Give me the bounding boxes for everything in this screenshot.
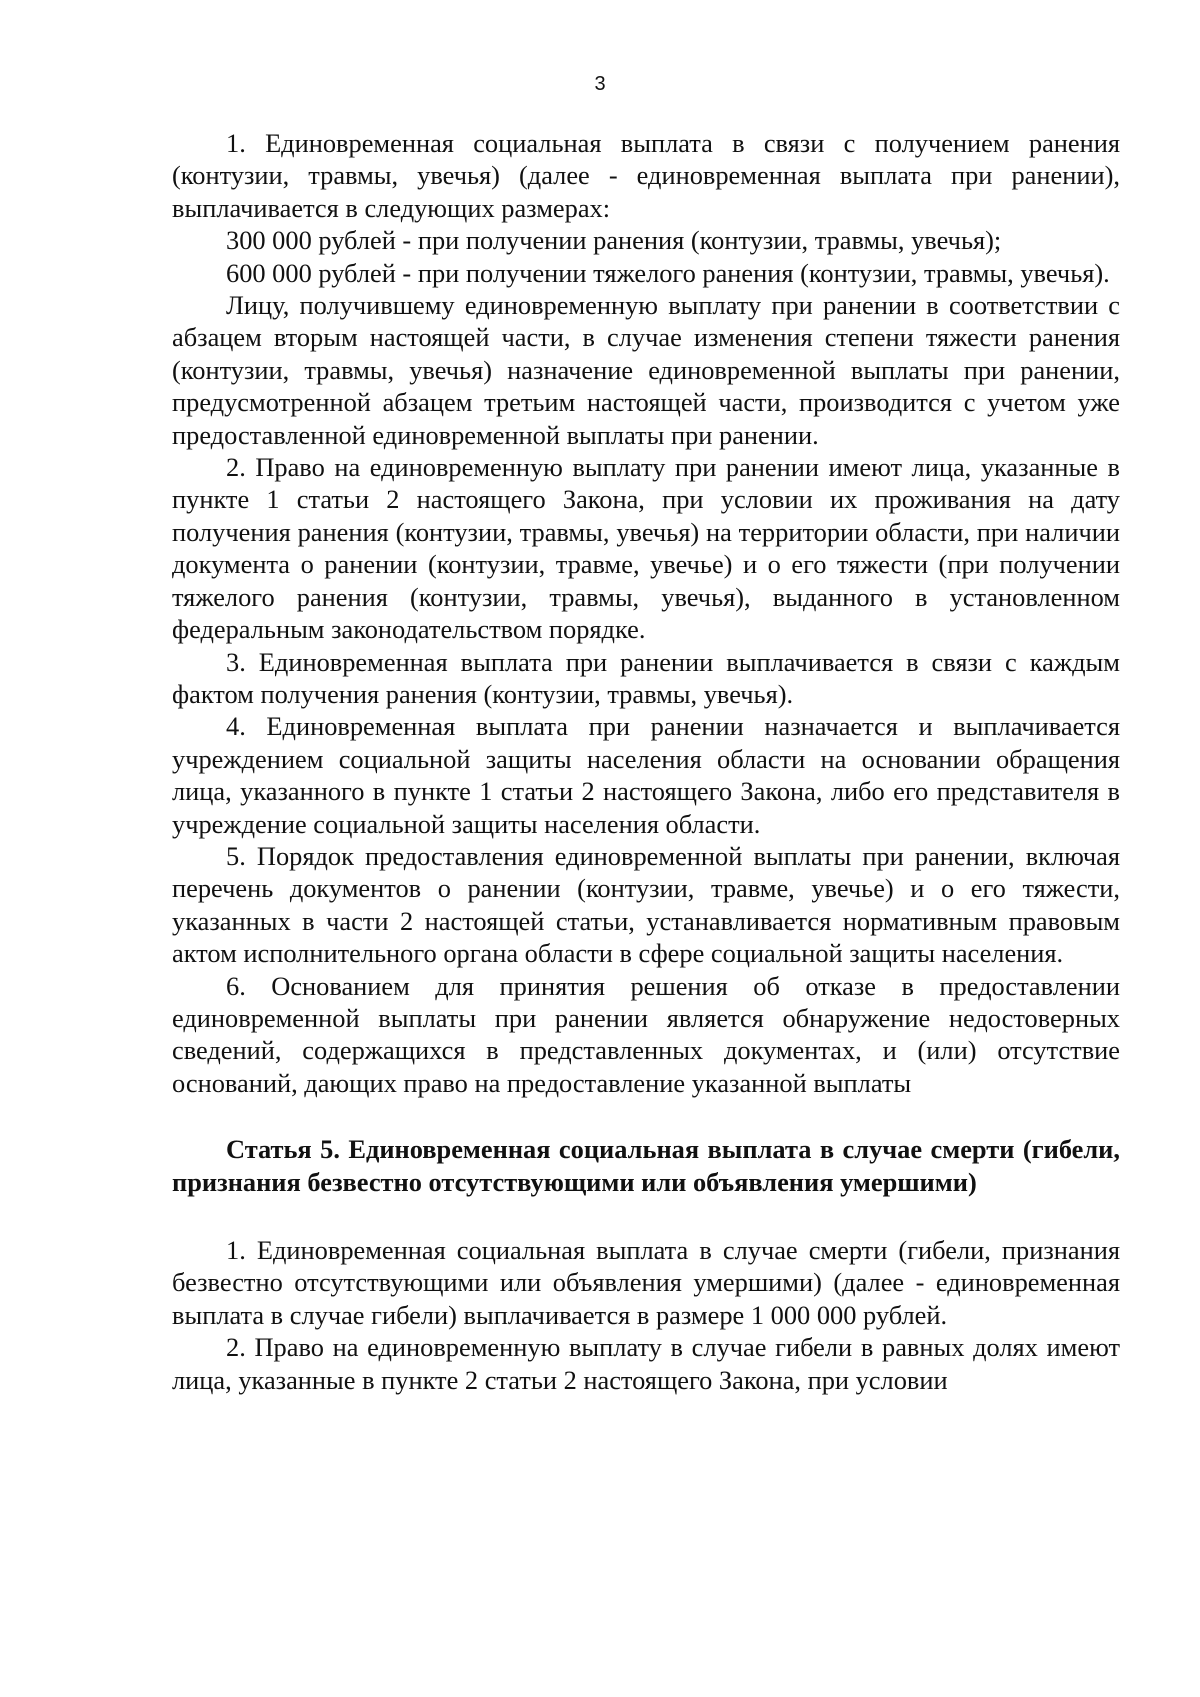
- article-5-paragraph-1: 1. Единовременная социальная выплата в случае смерти (гибели, признания безвестно отсутствующими или объявления умершими) (далее - единовременная выплата в случае гибели) выплачивается в размере 1 000 000 рублей.: [172, 1235, 1120, 1330]
- article-5-heading: Статья 5. Единовременная социальная выплата в случае смерти (гибели, признания безвестно отсутствующими или объявления умершими): [172, 1134, 1120, 1197]
- paragraph-4-assignment: 4. Единовременная выплата при ранении назначается и выплачивается учреждением социальной защиты населения области на основании обращения лица, указанного в пункте 1 статьи 2 настоящего Закона, либо его представителя в учреждение социальной защиты населения области.: [172, 711, 1120, 839]
- paragraph-5-procedure: 5. Порядок предоставления единовременной выплаты при ранении, включая перечень документов о ранении (контузии, травме, увечье) и о его тяжести, указанных в части 2 настоящей статьи, устанавливается нормативным правовым актом исполнительного органа области в сфере социальной защиты населения.: [172, 840, 1120, 969]
- document-body: [172, 127, 1120, 1396]
- paragraph-2-eligibility: 2. Право на единовременную выплату при ранении имеют лица, указанные в пункте 1 статьи 2 настоящего Закона, при условии их проживания на дату получения ранения (контузии, травмы, увечья) на территории области, при наличии документа о ранении (контузии, травме, увечье) и о его тяжести (при получении тяжелого ранения (контузии, травмы, увечья), выданного в установленном федеральным законодательством порядке.: [172, 452, 1120, 645]
- paragraph-1-intro: 1. Единовременная социальная выплата в связи с получением ранения (контузии, травмы, увечья) (далее - единовременная выплата при ранении), выплачивается в следующих размерах:: [172, 128, 1120, 223]
- paragraph-6-refusal: 6. Основанием для принятия решения об отказе в предоставлении единовременной выплаты при ранении является обнаружение недостоверных сведений, содержащихся в представленных документах, и (или) отсутствие оснований, дающих право на предоставление указанной выплаты: [172, 970, 1120, 1098]
- page-number: 3: [594, 73, 606, 95]
- paragraph-amount-300000: 300 000 рублей - при получении ранения (контузии, травмы, увечья);: [226, 225, 1002, 256]
- paragraph-3-each-fact: 3. Единовременная выплата при ранении выплачивается в связи с каждым фактом получения ранения (контузии, травмы, увечья).: [172, 646, 1120, 709]
- article-5-paragraph-2: 2. Право на единовременную выплату в случае гибели в равных долях имеют лица, указанные в пункте 2 статьи 2 настоящего Закона, при условии: [172, 1332, 1120, 1395]
- paragraph-amount-600000: 600 000 рублей - при получении тяжелого ранения (контузии, травмы, увечья).: [226, 257, 1110, 288]
- paragraph-severity-change: Лицу, получившему единовременную выплату при ранении в соответствии с абзацем вторым настоящей части, в случае изменения степени тяжести ранения (контузии, травмы, увечья) назначение единовременной выплаты при ранении, предусмотренной абзацем третьим настоящей части, производится с учетом уже предоставленной единовременной выплаты при ранении.: [172, 290, 1120, 450]
